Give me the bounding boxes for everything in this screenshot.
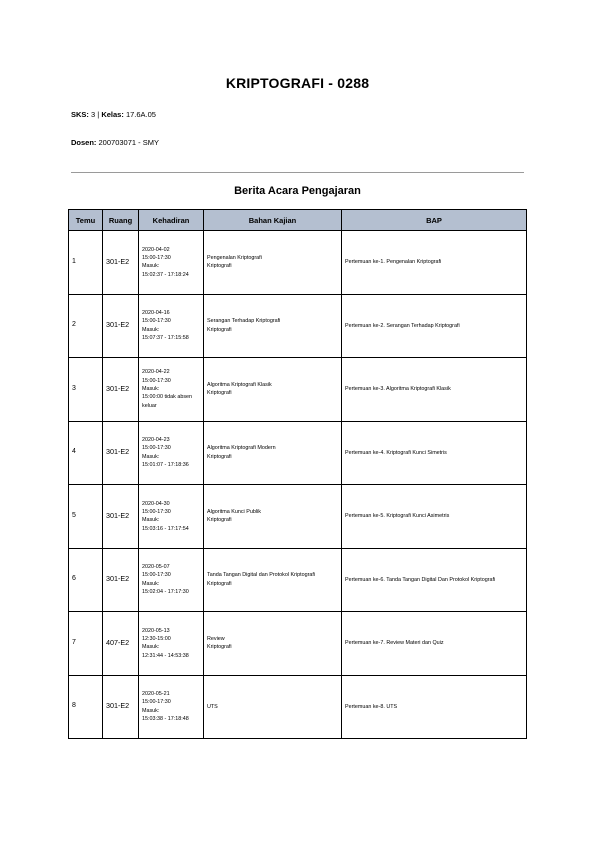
- header-bap: BAP: [342, 210, 527, 231]
- cell-bahan-kajian: [204, 294, 342, 358]
- kehadiran-times: 15:02:37 - 17:18:24: [142, 271, 189, 278]
- cell-kehadiran: [139, 612, 204, 676]
- kehadiran-date: 2020-04-22: [142, 369, 170, 376]
- kehadiran-masuk-label: Masuk:: [142, 644, 160, 651]
- kehadiran-schedule: 12:30-15:00: [142, 635, 171, 642]
- table-row: [69, 675, 527, 739]
- kehadiran-schedule: 15:00-17:30: [142, 508, 171, 515]
- kehadiran-masuk-label: Masuk:: [142, 707, 160, 714]
- cell-temu: 7: [69, 612, 103, 676]
- kehadiran-masuk-label: Masuk:: [142, 580, 160, 587]
- kelas-label: Kelas:: [101, 110, 124, 119]
- kehadiran-date: 2020-04-23: [142, 437, 170, 443]
- table-row: [69, 612, 527, 676]
- table-body: [69, 231, 527, 739]
- kehadiran-schedule: 15:00-17:30: [142, 445, 171, 452]
- table-row: [69, 294, 527, 358]
- kehadiran-masuk-label: Masuk:: [142, 386, 160, 393]
- table-row: [69, 358, 527, 422]
- divider: [71, 172, 524, 173]
- bahan-course: Kriptografi: [207, 517, 232, 524]
- cell-kehadiran: [139, 485, 204, 549]
- bahan-course: Kriptografi: [207, 644, 232, 651]
- kehadiran-date: 2020-04-02: [142, 246, 170, 253]
- cell-ruang: 301-E2: [103, 485, 139, 549]
- kelas-value: 17.6A.05: [125, 110, 156, 119]
- kehadiran-times: 15:03:16 - 17:17:54: [142, 525, 189, 532]
- cell-bahan-kajian: [204, 421, 342, 485]
- kehadiran-masuk-label: Masuk:: [142, 263, 160, 270]
- table-row: [69, 548, 527, 612]
- course-info: [71, 110, 156, 119]
- kehadiran-times: 15:07:37 - 17:15:58: [142, 335, 189, 342]
- kehadiran-times: 12:31:44 - 14:53:38: [142, 652, 189, 659]
- kehadiran-date: 2020-05-21: [142, 691, 170, 697]
- cell-temu: 3: [69, 358, 103, 422]
- bahan-topic: Algoritma Kriptografi Klasik: [207, 381, 272, 388]
- cell-ruang: 301-E2: [103, 294, 139, 358]
- kehadiran-schedule: 15:00-17:30: [142, 377, 171, 384]
- cell-bap: Pertemuan ke-5. Kriptografi Kunci Asimetris: [342, 485, 527, 549]
- cell-bap: Pertemuan ke-4. Kriptografi Kunci Simetris: [342, 421, 527, 485]
- table-header-row: [69, 210, 527, 231]
- sks-label: SKS:: [71, 110, 89, 119]
- bahan-course: Kriptografi: [207, 580, 232, 587]
- bahan-topic: Pengenalan Kriptografi: [207, 254, 262, 261]
- cell-bap: Pertemuan ke-1. Pengenalan Kriptografi: [342, 231, 527, 295]
- cell-temu: 8: [69, 675, 103, 739]
- cell-bap: Pertemuan ke-2. Serangan Terhadap Kriptografi: [342, 294, 527, 358]
- kehadiran-date: 2020-05-13: [142, 627, 170, 634]
- kehadiran-times: 15:00:00 tidak absen keluar: [142, 394, 193, 409]
- kehadiran-times: 15:01:07 - 17:18:36: [142, 462, 189, 469]
- header-temu: Temu: [69, 210, 103, 231]
- table-row: [69, 231, 527, 295]
- cell-bahan-kajian: [204, 231, 342, 295]
- cell-kehadiran: [139, 358, 204, 422]
- bahan-topic: UTS: [207, 703, 218, 710]
- cell-ruang: 301-E2: [103, 231, 139, 295]
- kehadiran-schedule: 15:00-17:30: [142, 318, 171, 325]
- cell-bap: Pertemuan ke-6. Tanda Tangan Digital Dan Protokol Kriptografi: [342, 548, 527, 612]
- cell-bahan-kajian: [204, 548, 342, 612]
- bahan-topic: Serangan Terhadap Kriptografi: [207, 318, 281, 325]
- lecturer-info: [71, 138, 159, 147]
- cell-bahan-kajian: [204, 485, 342, 549]
- meta-separator: |: [97, 110, 100, 119]
- kehadiran-masuk-label: Masuk:: [142, 453, 160, 460]
- kehadiran-schedule: 15:00-17:30: [142, 254, 171, 261]
- cell-temu: 2: [69, 294, 103, 358]
- cell-temu: 1: [69, 231, 103, 295]
- kehadiran-date: 2020-04-16: [142, 310, 170, 316]
- bahan-course: Kriptografi: [207, 263, 232, 270]
- table-row: [69, 485, 527, 549]
- header-ruang: Ruang: [103, 210, 139, 231]
- cell-ruang: 301-E2: [103, 421, 139, 485]
- kehadiran-date: 2020-05-07: [142, 564, 170, 570]
- kehadiran-schedule: 15:00-17:30: [142, 572, 171, 579]
- dosen-label: Dosen:: [71, 138, 97, 147]
- kehadiran-times: 15:03:38 - 17:18:48: [142, 716, 189, 723]
- kehadiran-schedule: 15:00-17:30: [142, 699, 171, 706]
- sks-value: 3: [91, 110, 96, 119]
- bahan-course: Kriptografi: [207, 453, 232, 460]
- bahan-course: Kriptografi: [207, 390, 232, 397]
- document-title: KRIPTOGRAFI - 0288: [225, 75, 370, 91]
- kehadiran-date: 2020-04-30: [142, 500, 170, 507]
- cell-kehadiran: [139, 548, 204, 612]
- kehadiran-times: 15:02:04 - 17:17:30: [142, 589, 189, 596]
- cell-kehadiran: [139, 231, 204, 295]
- header-bahan-kajian: Bahan Kajian: [204, 210, 342, 231]
- bahan-topic: Algoritma Kunci Publik: [207, 508, 261, 515]
- bap-table: [68, 209, 527, 739]
- bahan-topic: Algoritma Kriptografi Modern: [207, 445, 276, 452]
- cell-bap: Pertemuan ke-3. Algoritma Kriptografi Klasik: [342, 358, 527, 422]
- cell-kehadiran: [139, 675, 204, 739]
- bahan-course: Kriptografi: [207, 326, 232, 333]
- header-kehadiran: Kehadiran: [139, 210, 204, 231]
- cell-bahan-kajian: [204, 675, 342, 739]
- cell-bahan-kajian: [204, 358, 342, 422]
- bahan-topic: Tanda Tangan Digital dan Protokol Kriptografi: [207, 572, 316, 579]
- cell-ruang: 301-E2: [103, 358, 139, 422]
- cell-bap: Pertemuan ke-8. UTS: [342, 675, 527, 739]
- cell-temu: 5: [69, 485, 103, 549]
- cell-bap: Pertemuan ke-7. Review Materi dan Quiz: [342, 612, 527, 676]
- dosen-value: 200703071 - SMY: [98, 138, 159, 147]
- kehadiran-masuk-label: Masuk:: [142, 326, 160, 333]
- kehadiran-masuk-label: Masuk:: [142, 517, 160, 524]
- cell-ruang: 301-E2: [103, 675, 139, 739]
- cell-ruang: 407-E2: [103, 612, 139, 676]
- section-title: Berita Acara Pengajaran: [234, 185, 361, 197]
- table-row: [69, 421, 527, 485]
- bahan-topic: Review: [207, 635, 225, 642]
- cell-bahan-kajian: [204, 612, 342, 676]
- cell-kehadiran: [139, 294, 204, 358]
- cell-temu: 4: [69, 421, 103, 485]
- cell-ruang: 301-E2: [103, 548, 139, 612]
- cell-temu: 6: [69, 548, 103, 612]
- cell-kehadiran: [139, 421, 204, 485]
